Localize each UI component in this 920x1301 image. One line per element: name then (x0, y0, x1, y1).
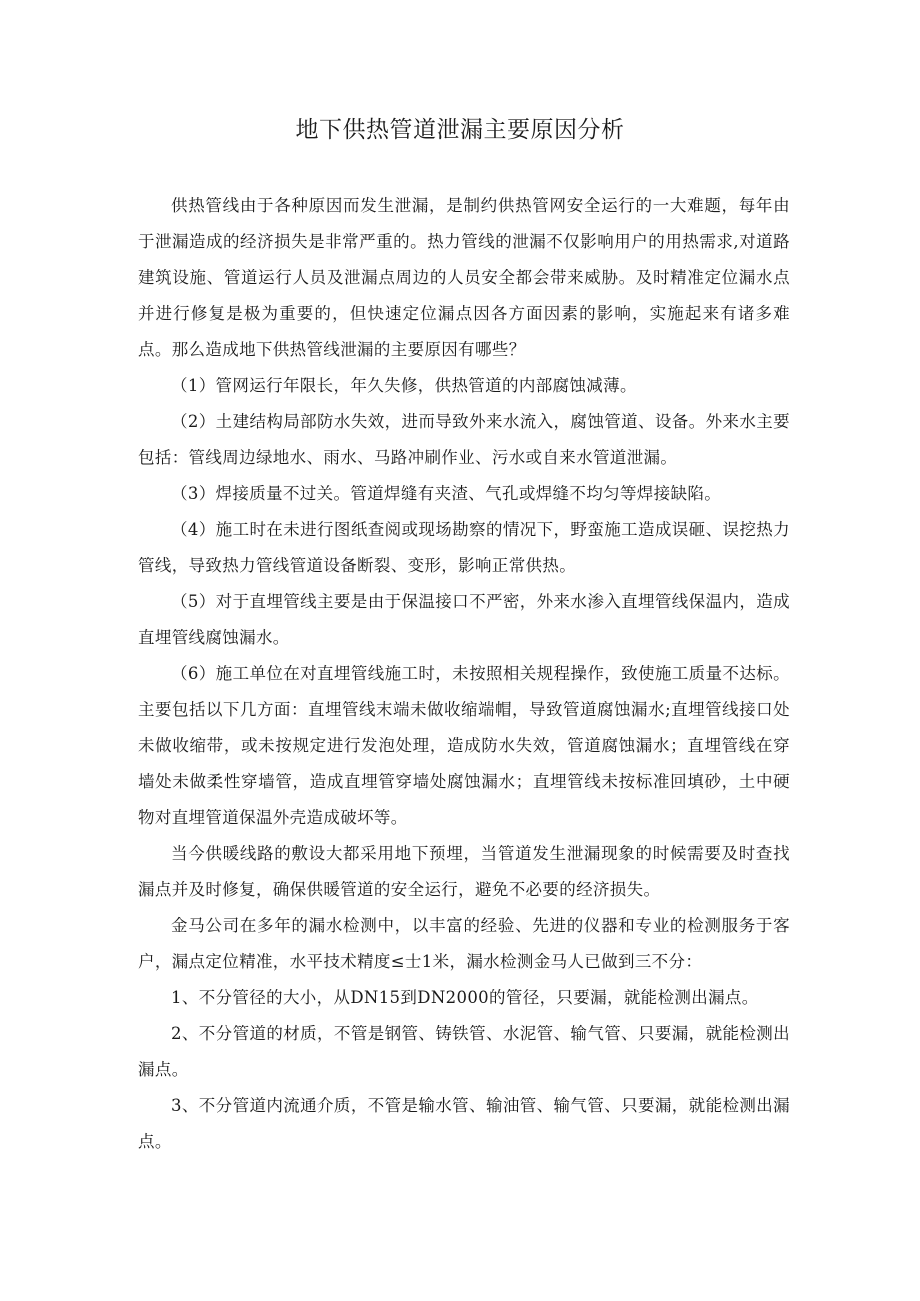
paragraph-cause-1: （1）管网运行年限长，年久失修，供热管道的内部腐蚀减薄。 (171, 376, 637, 395)
paragraph-cause-5: （5）对于直埋管线主要是由于保温接口不严密，外来水渗入直埋管线保温内，造成直埋管线腐蚀漏水。 (138, 592, 790, 647)
paragraph-intro: 供热管线由于各种原因而发生泄漏，是制约供热管网安全运行的一大难题，每年由于泄漏造成的经济损失是非常严重的。热力管线的泄漏不仅影响用户的用热需求,对道路建筑设施、管道运行人员及泄漏点周边的人员安全都会带来威胁。及时精准定位漏水点并进行修复是极为重要的，但快速定位漏点因各方面因素的影响，实施起来有诸多难点。那么造成地下供热管线泄漏的主要原因有哪些？ (138, 196, 790, 359)
paragraph-point-2: 2、不分管道的材质，不管是钢管、铸铁管、水泥管、输气管、只要漏，就能检测出漏点。 (138, 1024, 790, 1079)
paragraph-cause-2: （2）土建结构局部防水失效，进而导致外来水流入，腐蚀管道、设备。外来水主要包括：管线周边绿地水、雨水、马路冲刷作业、污水或自来水管道泄漏。 (138, 412, 790, 467)
paragraph-cause-3: （3）焊接质量不过关。管道焊缝有夹渣、气孔或焊缝不均匀等焊接缺陷。 (171, 484, 722, 503)
paragraph-conclusion: 当今供暖线路的敷设大都采用地下预埋，当管道发生泄漏现象的时候需要及时查找漏点并及时修复，确保供暖管道的安全运行，避免不必要的经济损失。 (138, 844, 790, 899)
paragraph-cause-4: （4）施工时在未进行图纸查阅或现场勘察的情况下，野蛮施工造成误砸、误挖热力管线，导致热力管线管道设备断裂、变形，影响正常供热。 (138, 520, 790, 575)
paragraph-company: 金马公司在多年的漏水检测中，以丰富的经验、先进的仪器和专业的检测服务于客户，漏点定位精准，水平技术精度≤士1米，漏水检测金马人已做到三不分： (138, 916, 790, 971)
document-body (138, 188, 790, 1160)
document-title: 地下供热管道泄漏主要原因分析 (295, 117, 625, 143)
paragraph-point-1: 1、不分管径的大小，从DN15到DN2000的管径，只要漏，就能检测出漏点。 (171, 988, 759, 1007)
paragraph-point-3: 3、不分管道内流通介质，不管是输水管、输油管、输气管、只要漏，就能检测出漏点。 (138, 1096, 790, 1151)
paragraph-cause-6: （6）施工单位在对直埋管线施工时，未按照相关规程操作，致使施工质量不达标。主要包括以下几方面：直埋管线末端未做收缩端帽，导致管道腐蚀漏水;直埋管线接口处未做收缩带，或未按规定进行发泡处理，造成防水失效，管道腐蚀漏水；直埋管线在穿墙处未做柔性穿墙管，造成直埋管穿墙处腐蚀漏水；直埋管线未按标准回填砂，土中硬物对直埋管道保温外壳造成破坏等。 (138, 664, 790, 827)
